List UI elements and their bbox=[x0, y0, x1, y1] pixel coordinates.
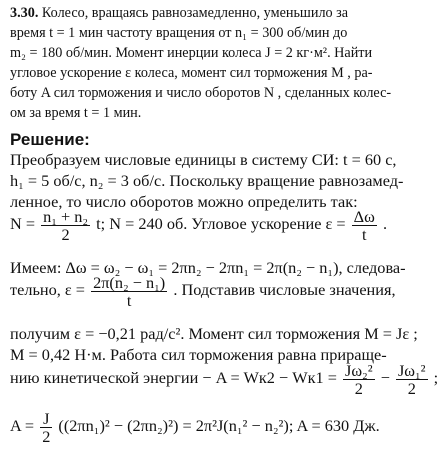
problem-line-3: m₂ = 180 об/мин. Момент инерции колеса J = 2 кг·м². Найти bbox=[10, 45, 373, 61]
fraction-denominator: 2 bbox=[42, 427, 51, 446]
fraction-epsilon bbox=[91, 274, 167, 309]
fraction-revolutions bbox=[41, 208, 90, 243]
fraction-numerator: Jω₂² bbox=[344, 361, 373, 380]
fraction-numerator: 2π(n₂ − n₁) bbox=[93, 273, 166, 292]
problem-number: 3.30. bbox=[10, 5, 39, 21]
fraction-denominator: 2 bbox=[354, 379, 363, 398]
solution-line-1: Преобразуем числовые единицы в систему СИ: t = 60 с, bbox=[10, 150, 397, 169]
fraction-numerator: Jω₁² bbox=[397, 361, 426, 380]
solution-line-3: ленное, то число оборотов можно определить так: bbox=[10, 192, 358, 211]
fraction-numerator: Δω bbox=[353, 207, 375, 226]
solution-line-10 bbox=[10, 410, 380, 445]
formula-text: тельно, ε = bbox=[10, 280, 85, 300]
formula-n-lhs: N = bbox=[10, 214, 36, 234]
fraction-energy-2 bbox=[343, 362, 375, 397]
formula-text: t; N = 240 об. Угловое ускорение ε = bbox=[96, 214, 346, 234]
fraction-denominator: t bbox=[362, 225, 367, 244]
solution-line-4 bbox=[10, 208, 387, 243]
fraction-energy-1 bbox=[396, 362, 428, 397]
solution-line-9 bbox=[10, 362, 438, 397]
solution-line-6 bbox=[10, 274, 396, 309]
formula-text: . bbox=[382, 214, 388, 234]
solution-line-8: M = 0,42 Н·м. Работа сил торможения равна прираще- bbox=[10, 345, 387, 364]
solution-line-5: Имеем: Δω = ω₂ − ω₁ = 2πn₂ − 2πn₁ = 2π(n₂ − n₁), следова- bbox=[10, 258, 406, 277]
problem-line-4: угловое ускорение ε колеса, момент сил торможения M , ра- bbox=[10, 65, 373, 81]
formula-text: ((2πn₁)² − (2πn₂)²) = 2π²J(n₁² − n₂²); A = 630 Дж. bbox=[58, 416, 380, 436]
problem-line-1 bbox=[10, 4, 348, 22]
formula-text: ; bbox=[433, 368, 439, 388]
formula-text: A = bbox=[10, 416, 35, 436]
solution-line-7: получим ε = −0,21 рад/с². Момент сил торможения M = Jε ; bbox=[10, 324, 418, 343]
formula-text: нию кинетической энергии − A = Wк2 − Wк1 = bbox=[10, 368, 337, 388]
fraction-denominator: 2 bbox=[407, 379, 416, 398]
fraction-denominator: 2 bbox=[61, 225, 70, 244]
fraction-half-j bbox=[40, 410, 52, 445]
problem-text-1: Колесо, вращаясь равнозамедленно, уменьшило за bbox=[41, 5, 349, 21]
formula-text: − bbox=[380, 368, 390, 388]
fraction-angular-acceleration bbox=[352, 208, 377, 243]
solution-line-2: h₁ = 5 об/с, n₂ = 3 об/с. Поскольку вращение равнозамед- bbox=[10, 171, 404, 190]
problem-line-5: боту A сил торможения и число оборотов N , сделанных колес- bbox=[10, 85, 392, 101]
problem-line-6: ом за время t = 1 мин. bbox=[10, 105, 142, 121]
fraction-denominator: t bbox=[126, 291, 132, 310]
formula-text: . Подставив числовые значения, bbox=[173, 280, 396, 300]
problem-line-2: время t = 1 мин частоту вращения от n₁ = 300 об/мин до bbox=[10, 25, 348, 41]
solution-heading: Решение: bbox=[10, 130, 90, 149]
fraction-numerator: n₁ + n₂ bbox=[43, 207, 89, 226]
fraction-numerator: J bbox=[40, 410, 52, 428]
